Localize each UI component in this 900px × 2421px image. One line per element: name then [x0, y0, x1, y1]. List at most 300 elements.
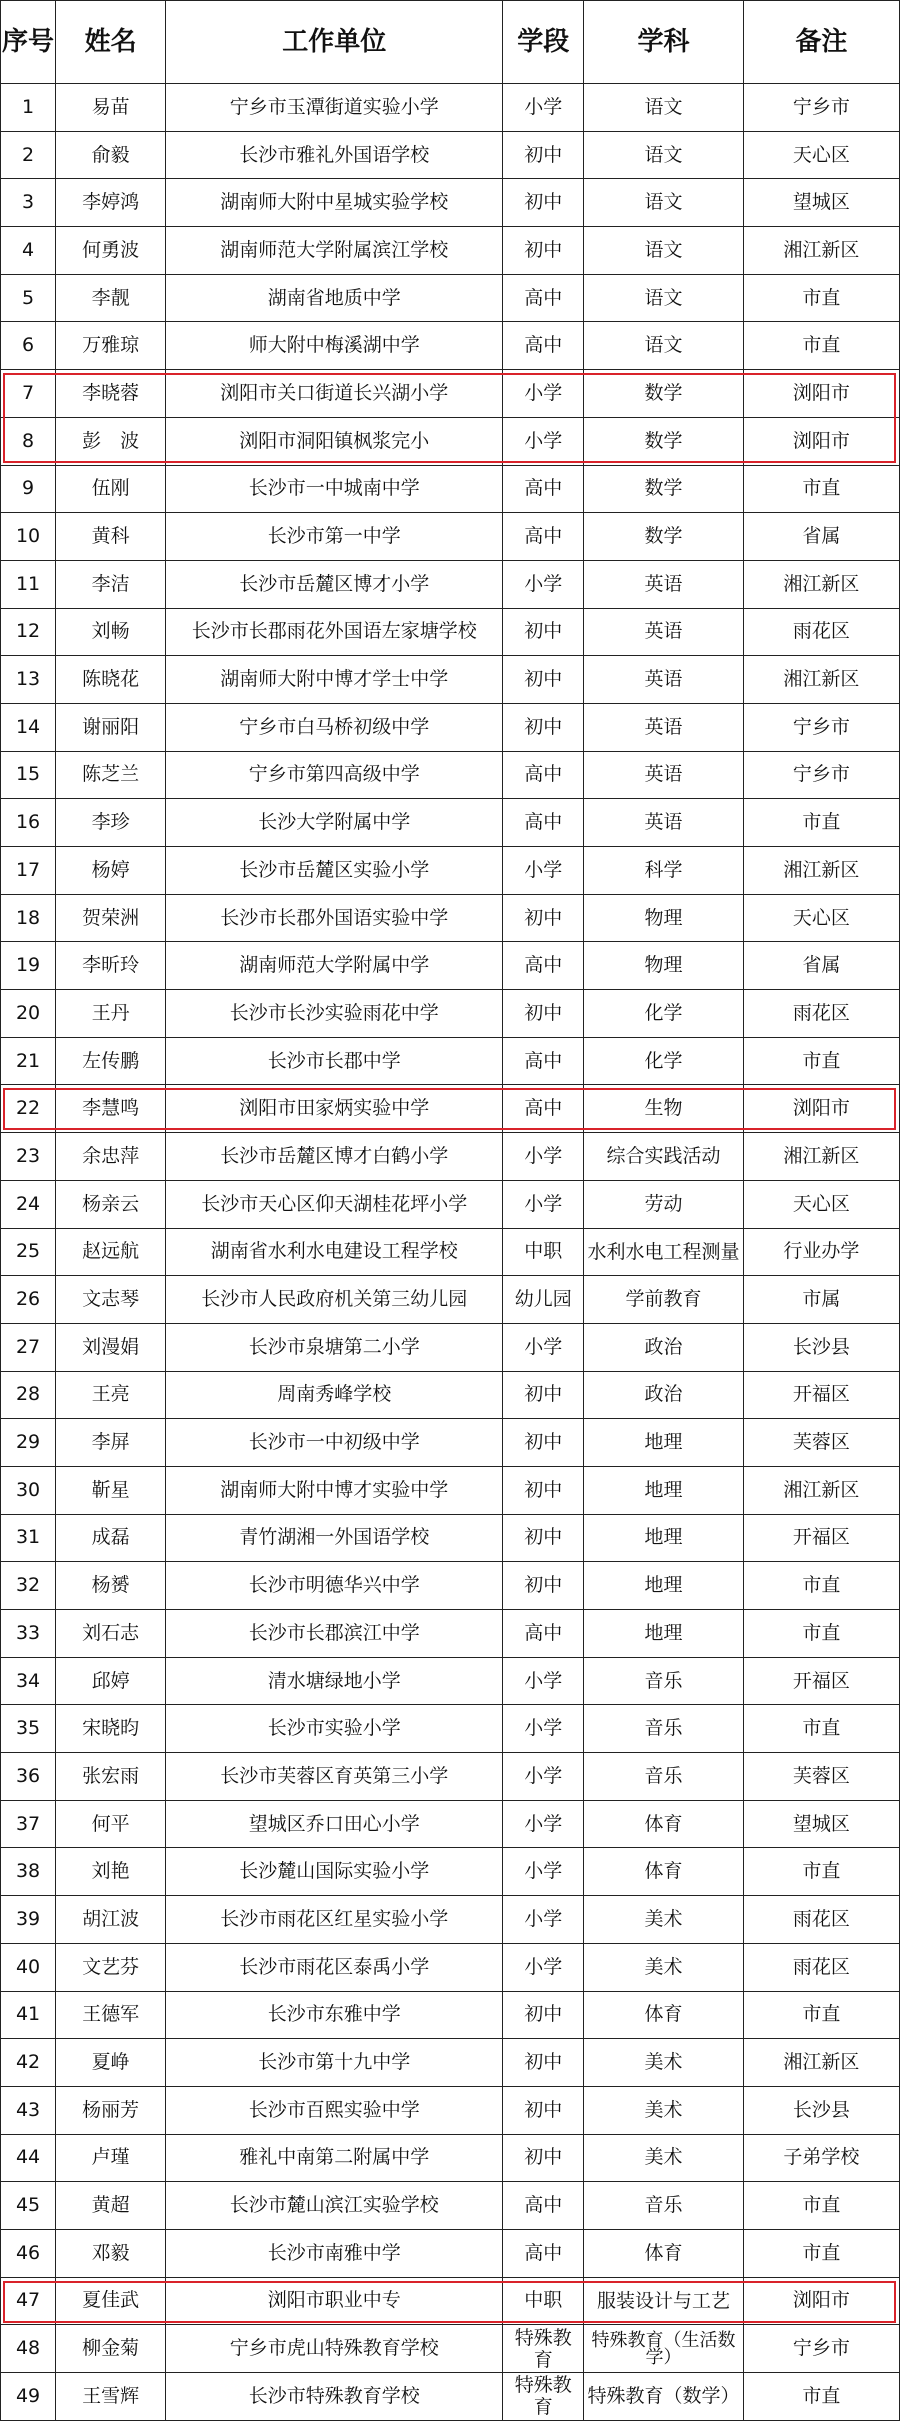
table-row: [1, 2373, 900, 2421]
cell-seq: 44: [1, 2134, 56, 2182]
cell-unit: 长沙市百熙实验中学: [166, 2086, 503, 2134]
cell-seq: 10: [1, 513, 56, 561]
cell-subject: 英语: [584, 608, 744, 656]
cell-stage: 初中: [503, 1371, 584, 1419]
cell-subject: 语文: [584, 84, 744, 132]
cell-name: 杨赟: [56, 1562, 166, 1610]
cell-note: 湘江新区: [743, 227, 899, 275]
cell-seq: 42: [1, 2039, 56, 2087]
cell-unit: 湖南省地质中学: [166, 274, 503, 322]
cell-stage: 初中: [503, 1466, 584, 1514]
cell-subject: 地理: [584, 1466, 744, 1514]
cell-unit: 长沙市长沙实验雨花中学: [166, 990, 503, 1038]
cell-name: 左传鹏: [56, 1037, 166, 1085]
cell-seq: 25: [1, 1228, 56, 1276]
cell-unit: 长沙市泉塘第二小学: [166, 1323, 503, 1371]
cell-subject: 体育: [584, 1991, 744, 2039]
cell-name: 李晓蓉: [56, 370, 166, 418]
cell-stage: 小学: [503, 847, 584, 895]
cell-note: 湘江新区: [743, 560, 899, 608]
cell-seq: 49: [1, 2373, 56, 2421]
table-row: [1, 1037, 900, 1085]
cell-subject: 音乐: [584, 1657, 744, 1705]
cell-seq: 37: [1, 1800, 56, 1848]
table-row: [1, 131, 900, 179]
cell-stage: 初中: [503, 656, 584, 704]
cell-unit: 长沙市长郡外国语实验中学: [166, 894, 503, 942]
cell-name: 柳金菊: [56, 2325, 166, 2373]
cell-note: 市直: [743, 799, 899, 847]
cell-subject: 科学: [584, 847, 744, 895]
cell-stage: 初中: [503, 1419, 584, 1467]
cell-stage: 小学: [503, 1753, 584, 1801]
cell-seq: 15: [1, 751, 56, 799]
table-row: [1, 990, 900, 1038]
cell-seq: 21: [1, 1037, 56, 1085]
cell-subject: 物理: [584, 894, 744, 942]
cell-subject: 地理: [584, 1562, 744, 1610]
cell-seq: 27: [1, 1323, 56, 1371]
table-row: [1, 751, 900, 799]
cell-seq: 9: [1, 465, 56, 513]
cell-stage: 幼儿园: [503, 1276, 584, 1324]
table-row: [1, 799, 900, 847]
cell-name: 邱婷: [56, 1657, 166, 1705]
cell-name: 黄超: [56, 2182, 166, 2230]
cell-stage: 初中: [503, 703, 584, 751]
table-row: [1, 1943, 900, 1991]
cell-seq: 40: [1, 1943, 56, 1991]
cell-note: 浏阳市: [743, 1085, 899, 1133]
cell-subject: 数学: [584, 370, 744, 418]
table-row: [1, 1848, 900, 1896]
cell-seq: 22: [1, 1085, 56, 1133]
cell-name: 邓毅: [56, 2229, 166, 2277]
cell-stage: 初中: [503, 227, 584, 275]
cell-stage: 小学: [503, 370, 584, 418]
table-row: [1, 847, 900, 895]
cell-subject: 语文: [584, 274, 744, 322]
cell-unit: 雅礼中南第二附属中学: [166, 2134, 503, 2182]
cell-name: 文志琴: [56, 1276, 166, 1324]
cell-name: 刘漫娟: [56, 1323, 166, 1371]
cell-stage: 小学: [503, 1848, 584, 1896]
table-row: [1, 1276, 900, 1324]
cell-note: 开福区: [743, 1657, 899, 1705]
table-body: [1, 84, 900, 2421]
cell-seq: 16: [1, 799, 56, 847]
table-row: [1, 2039, 900, 2087]
cell-seq: 19: [1, 942, 56, 990]
cell-unit: 长沙大学附属中学: [166, 799, 503, 847]
table-row: [1, 2134, 900, 2182]
cell-subject: 数学: [584, 513, 744, 561]
cell-subject: 化学: [584, 990, 744, 1038]
cell-unit: 长沙市一中初级中学: [166, 1419, 503, 1467]
header-stage: 学段: [503, 1, 584, 84]
cell-note: 市直: [743, 2229, 899, 2277]
cell-note: 湘江新区: [743, 847, 899, 895]
cell-subject: 体育: [584, 1800, 744, 1848]
cell-note: 市直: [743, 1610, 899, 1658]
cell-note: 市直: [743, 322, 899, 370]
cell-seq: 2: [1, 131, 56, 179]
cell-seq: 12: [1, 608, 56, 656]
cell-stage: 小学: [503, 1323, 584, 1371]
cell-unit: 长沙市岳麓区实验小学: [166, 847, 503, 895]
cell-note: 天心区: [743, 131, 899, 179]
cell-unit: 宁乡市第四高级中学: [166, 751, 503, 799]
cell-note: 长沙县: [743, 2086, 899, 2134]
cell-note: 湘江新区: [743, 2039, 899, 2087]
cell-subject: 数学: [584, 465, 744, 513]
cell-name: 胡江波: [56, 1896, 166, 1944]
cell-seq: 43: [1, 2086, 56, 2134]
cell-note: 湘江新区: [743, 656, 899, 704]
cell-unit: 长沙市岳麓区博才小学: [166, 560, 503, 608]
cell-stage: 初中: [503, 1562, 584, 1610]
cell-stage: 高中: [503, 274, 584, 322]
table-row: [1, 1228, 900, 1276]
table-row: [1, 1514, 900, 1562]
cell-name: 夏佳武: [56, 2277, 166, 2325]
cell-subject: 综合实践活动: [584, 1133, 744, 1181]
cell-name: 杨丽芳: [56, 2086, 166, 2134]
table-row: [1, 84, 900, 132]
cell-note: 雨花区: [743, 608, 899, 656]
cell-name: 李洁: [56, 560, 166, 608]
cell-unit: 长沙市特殊教育学校: [166, 2373, 503, 2421]
cell-unit: 长沙市岳麓区博才白鹤小学: [166, 1133, 503, 1181]
cell-stage: 中职: [503, 2277, 584, 2325]
table-row: [1, 513, 900, 561]
cell-note: 市直: [743, 2182, 899, 2230]
cell-stage: 中职: [503, 1228, 584, 1276]
cell-unit: 长沙市雨花区红星实验小学: [166, 1896, 503, 1944]
table-row: [1, 322, 900, 370]
cell-unit: 清水塘绿地小学: [166, 1657, 503, 1705]
cell-stage: 初中: [503, 2086, 584, 2134]
cell-note: 宁乡市: [743, 703, 899, 751]
cell-unit: 周南秀峰学校: [166, 1371, 503, 1419]
cell-unit: 长沙市麓山滨江实验学校: [166, 2182, 503, 2230]
cell-note: 湘江新区: [743, 1466, 899, 1514]
cell-subject: 英语: [584, 751, 744, 799]
cell-note: 宁乡市: [743, 751, 899, 799]
cell-subject: 语文: [584, 227, 744, 275]
table-row: [1, 417, 900, 465]
cell-seq: 8: [1, 417, 56, 465]
cell-stage: 高中: [503, 465, 584, 513]
cell-seq: 32: [1, 1562, 56, 1610]
cell-subject: 服装设计与工艺: [584, 2277, 744, 2325]
cell-stage: 小学: [503, 1705, 584, 1753]
cell-unit: 湖南省水利水电建设工程学校: [166, 1228, 503, 1276]
cell-note: 宁乡市: [743, 2325, 899, 2373]
cell-name: 李婷鸿: [56, 179, 166, 227]
cell-seq: 3: [1, 179, 56, 227]
cell-seq: 39: [1, 1896, 56, 1944]
cell-subject: 英语: [584, 703, 744, 751]
cell-subject: 音乐: [584, 1753, 744, 1801]
cell-stage: 初中: [503, 2039, 584, 2087]
table-row: [1, 894, 900, 942]
cell-subject: 英语: [584, 656, 744, 704]
cell-note: 望城区: [743, 179, 899, 227]
cell-unit: 浏阳市洞阳镇枫浆完小: [166, 417, 503, 465]
cell-unit: 湖南师范大学附属中学: [166, 942, 503, 990]
table-row: [1, 942, 900, 990]
cell-seq: 35: [1, 1705, 56, 1753]
cell-note: 浏阳市: [743, 2277, 899, 2325]
cell-subject: 美术: [584, 2134, 744, 2182]
cell-seq: 26: [1, 1276, 56, 1324]
header-seq: 序号: [1, 1, 56, 84]
cell-note: 望城区: [743, 1800, 899, 1848]
cell-stage: 高中: [503, 1037, 584, 1085]
table-row: [1, 1610, 900, 1658]
cell-subject: 体育: [584, 1848, 744, 1896]
table-row: [1, 1562, 900, 1610]
cell-note: 湘江新区: [743, 1133, 899, 1181]
table-row: [1, 1466, 900, 1514]
cell-subject: 美术: [584, 1943, 744, 1991]
cell-subject: 地理: [584, 1419, 744, 1467]
cell-note: 市直: [743, 1037, 899, 1085]
cell-note: 市直: [743, 1705, 899, 1753]
cell-seq: 20: [1, 990, 56, 1038]
table-row: [1, 370, 900, 418]
cell-seq: 5: [1, 274, 56, 322]
cell-stage: 小学: [503, 1800, 584, 1848]
cell-stage: 初中: [503, 1514, 584, 1562]
cell-unit: 长沙市人民政府机关第三幼儿园: [166, 1276, 503, 1324]
header-note: 备注: [743, 1, 899, 84]
cell-unit: 望城区乔口田心小学: [166, 1800, 503, 1848]
cell-name: 王亮: [56, 1371, 166, 1419]
cell-name: 杨婷: [56, 847, 166, 895]
cell-note: 天心区: [743, 894, 899, 942]
cell-name: 李屏: [56, 1419, 166, 1467]
cell-stage: 初中: [503, 2134, 584, 2182]
cell-unit: 长沙市一中城南中学: [166, 465, 503, 513]
cell-subject: 物理: [584, 942, 744, 990]
cell-note: 市直: [743, 465, 899, 513]
cell-name: 赵远航: [56, 1228, 166, 1276]
cell-unit: 宁乡市虎山特殊教育学校: [166, 2325, 503, 2373]
cell-stage: 高中: [503, 799, 584, 847]
cell-unit: 长沙麓山国际实验小学: [166, 1848, 503, 1896]
table-row: [1, 227, 900, 275]
table-row: [1, 1085, 900, 1133]
cell-name: 刘艳: [56, 1848, 166, 1896]
cell-name: 文艺芬: [56, 1943, 166, 1991]
cell-name: 陈晓花: [56, 656, 166, 704]
cell-subject: 劳动: [584, 1180, 744, 1228]
cell-note: 行业办学: [743, 1228, 899, 1276]
cell-stage: 高中: [503, 2229, 584, 2277]
cell-stage: 高中: [503, 322, 584, 370]
cell-seq: 30: [1, 1466, 56, 1514]
cell-seq: 29: [1, 1419, 56, 1467]
cell-name: 李珍: [56, 799, 166, 847]
cell-stage: 初中: [503, 1991, 584, 2039]
cell-subject: 音乐: [584, 1705, 744, 1753]
cell-stage: 小学: [503, 1657, 584, 1705]
cell-seq: 18: [1, 894, 56, 942]
cell-name: 李昕玲: [56, 942, 166, 990]
cell-name: 靳星: [56, 1466, 166, 1514]
cell-note: 开福区: [743, 1371, 899, 1419]
cell-seq: 6: [1, 322, 56, 370]
cell-name: 陈芝兰: [56, 751, 166, 799]
cell-seq: 1: [1, 84, 56, 132]
cell-name: 张宏雨: [56, 1753, 166, 1801]
table-row: [1, 2325, 900, 2373]
cell-unit: 湖南师大附中博才学士中学: [166, 656, 503, 704]
cell-stage: 小学: [503, 1180, 584, 1228]
table-row: [1, 1800, 900, 1848]
table-row: [1, 1180, 900, 1228]
cell-unit: 湖南师大附中博才实验中学: [166, 1466, 503, 1514]
cell-name: 俞毅: [56, 131, 166, 179]
table-row: [1, 2277, 900, 2325]
cell-stage: 小学: [503, 84, 584, 132]
cell-name: 万雅琼: [56, 322, 166, 370]
cell-stage: 小学: [503, 1133, 584, 1181]
table-row: [1, 2182, 900, 2230]
cell-seq: 33: [1, 1610, 56, 1658]
header-subject: 学科: [584, 1, 744, 84]
cell-note: 省属: [743, 513, 899, 561]
cell-stage: 小学: [503, 1943, 584, 1991]
cell-unit: 长沙市南雅中学: [166, 2229, 503, 2277]
header-name: 姓名: [56, 1, 166, 84]
table-row: [1, 1896, 900, 1944]
cell-subject: 英语: [584, 799, 744, 847]
cell-unit: 长沙市第一中学: [166, 513, 503, 561]
cell-seq: 17: [1, 847, 56, 895]
cell-name: 夏峥: [56, 2039, 166, 2087]
cell-unit: 长沙市天心区仰天湖桂花坪小学: [166, 1180, 503, 1228]
cell-unit: 浏阳市田家炳实验中学: [166, 1085, 503, 1133]
cell-stage: 初中: [503, 894, 584, 942]
table-row: [1, 703, 900, 751]
cell-subject: 美术: [584, 2039, 744, 2087]
cell-note: 开福区: [743, 1514, 899, 1562]
cell-seq: 31: [1, 1514, 56, 1562]
cell-note: 市直: [743, 274, 899, 322]
cell-unit: 长沙市雅礼外国语学校: [166, 131, 503, 179]
cell-name: 杨亲云: [56, 1180, 166, 1228]
cell-note: 市直: [743, 2373, 899, 2421]
cell-seq: 47: [1, 2277, 56, 2325]
cell-stage: 高中: [503, 942, 584, 990]
cell-subject: 体育: [584, 2229, 744, 2277]
cell-unit: 长沙市芙蓉区育英第三小学: [166, 1753, 503, 1801]
cell-subject: 音乐: [584, 2182, 744, 2230]
cell-subject: 英语: [584, 560, 744, 608]
cell-note: 市直: [743, 1562, 899, 1610]
cell-unit: 长沙市第十九中学: [166, 2039, 503, 2087]
table-row: [1, 1657, 900, 1705]
cell-stage: 小学: [503, 417, 584, 465]
cell-subject: 政治: [584, 1371, 744, 1419]
cell-seq: 41: [1, 1991, 56, 2039]
cell-name: 王雪辉: [56, 2373, 166, 2421]
cell-note: 浏阳市: [743, 417, 899, 465]
cell-subject: 语文: [584, 179, 744, 227]
cell-seq: 11: [1, 560, 56, 608]
table-row: [1, 1133, 900, 1181]
cell-note: 省属: [743, 942, 899, 990]
cell-seq: 36: [1, 1753, 56, 1801]
cell-stage: 高中: [503, 513, 584, 561]
cell-unit: 浏阳市关口街道长兴湖小学: [166, 370, 503, 418]
cell-seq: 34: [1, 1657, 56, 1705]
header-row: [1, 1, 900, 84]
cell-unit: 长沙市长郡中学: [166, 1037, 503, 1085]
cell-name: 黄科: [56, 513, 166, 561]
cell-note: 长沙县: [743, 1323, 899, 1371]
cell-name: 伍刚: [56, 465, 166, 513]
cell-stage: 初中: [503, 179, 584, 227]
cell-stage: 高中: [503, 751, 584, 799]
table-row: [1, 2086, 900, 2134]
cell-unit: 浏阳市职业中专: [166, 2277, 503, 2325]
cell-name: 彭 波: [56, 417, 166, 465]
cell-subject: 水利水电工程测量: [584, 1228, 744, 1276]
cell-stage: 高中: [503, 2182, 584, 2230]
cell-stage: 特殊教育: [503, 2373, 584, 2421]
cell-unit: 长沙市明德华兴中学: [166, 1562, 503, 1610]
cell-subject: 美术: [584, 1896, 744, 1944]
cell-seq: 14: [1, 703, 56, 751]
cell-name: 成磊: [56, 1514, 166, 1562]
cell-name: 刘畅: [56, 608, 166, 656]
cell-subject: 学前教育: [584, 1276, 744, 1324]
cell-note: 雨花区: [743, 1896, 899, 1944]
cell-name: 何平: [56, 1800, 166, 1848]
cell-unit: 湖南师范大学附属滨江学校: [166, 227, 503, 275]
cell-unit: 师大附中梅溪湖中学: [166, 322, 503, 370]
cell-unit: 长沙市长郡雨花外国语左家塘学校: [166, 608, 503, 656]
table-row: [1, 2229, 900, 2277]
cell-note: 宁乡市: [743, 84, 899, 132]
cell-name: 王德军: [56, 1991, 166, 2039]
cell-subject: 特殊教育（生活数学）: [584, 2325, 744, 2373]
cell-seq: 4: [1, 227, 56, 275]
cell-stage: 小学: [503, 560, 584, 608]
cell-note: 市直: [743, 1848, 899, 1896]
cell-name: 王丹: [56, 990, 166, 1038]
cell-stage: 初中: [503, 608, 584, 656]
cell-name: 李靓: [56, 274, 166, 322]
table-row: [1, 1705, 900, 1753]
cell-subject: 语文: [584, 131, 744, 179]
cell-stage: 初中: [503, 990, 584, 1038]
cell-subject: 地理: [584, 1610, 744, 1658]
cell-stage: 特殊教育: [503, 2325, 584, 2373]
table-row: [1, 1753, 900, 1801]
cell-name: 何勇波: [56, 227, 166, 275]
cell-seq: 24: [1, 1180, 56, 1228]
cell-subject: 地理: [584, 1514, 744, 1562]
cell-unit: 青竹湖湘一外国语学校: [166, 1514, 503, 1562]
table-row: [1, 179, 900, 227]
cell-name: 宋晓昀: [56, 1705, 166, 1753]
cell-name: 易苗: [56, 84, 166, 132]
